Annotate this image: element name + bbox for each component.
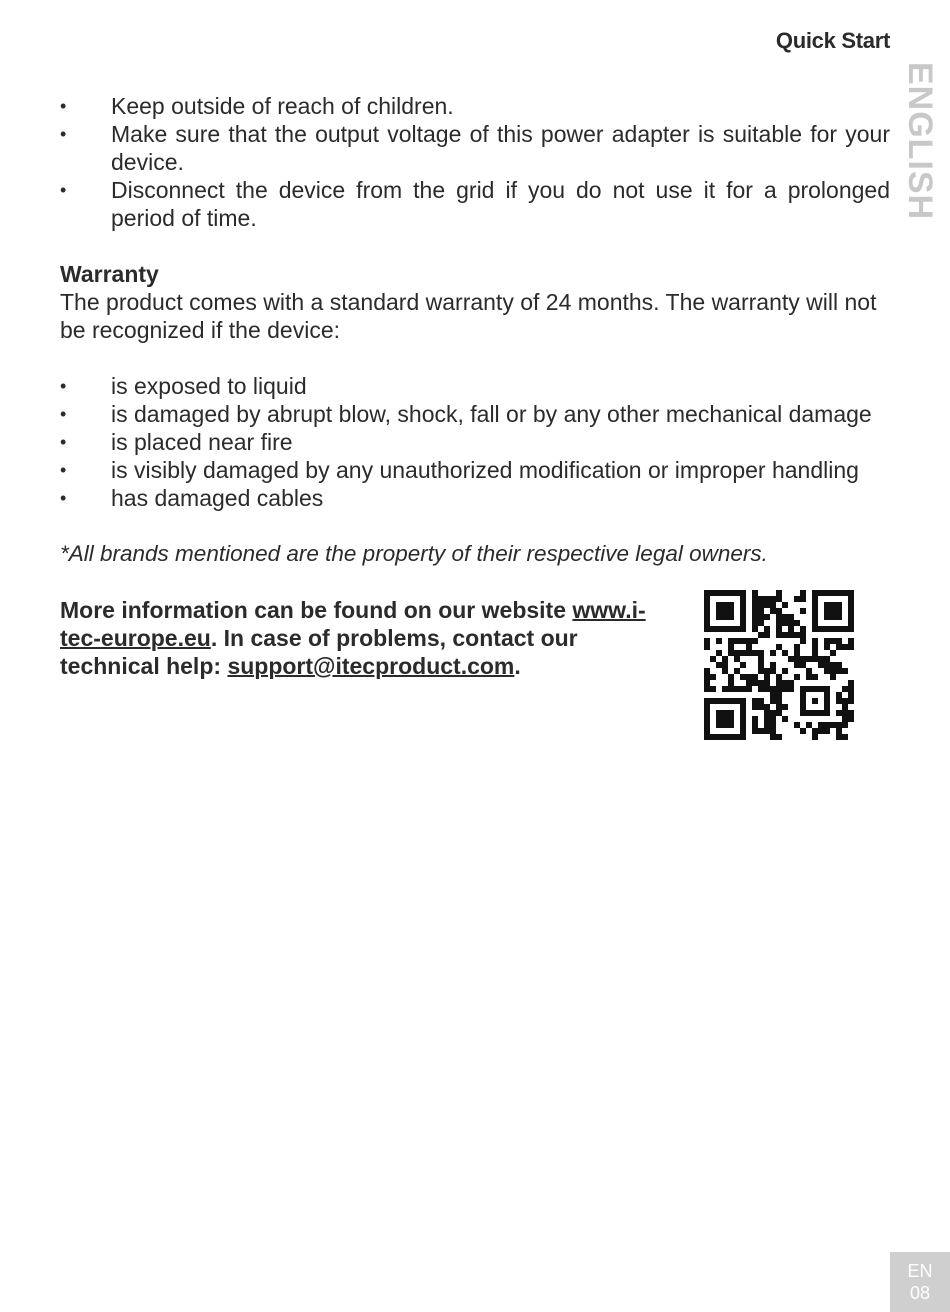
bullet-icon: •	[60, 488, 67, 508]
page-number-tab	[890, 1252, 950, 1312]
bullet-icon: •	[60, 96, 67, 116]
list-item: • is damaged by abrupt blow, shock, fall or by any other mechanical damage	[60, 401, 872, 427]
warranty-intro-text: The product comes with a standard warranty of 24 months. The warranty will not be recognized if the device:	[60, 289, 877, 343]
bullet-icon: •	[60, 432, 67, 452]
bullet-icon: •	[60, 376, 67, 396]
contact-info-section	[60, 596, 890, 756]
list-item: • Make sure that the output voltage of this power adapter is suitable for your device.	[60, 121, 890, 175]
list-item: • is visibly damaged by any unauthorized modification or improper handling	[60, 457, 859, 483]
page-tab-language: EN	[907, 1261, 933, 1281]
list-item: • Keep outside of reach of children.	[60, 93, 454, 119]
support-email-link[interactable]: support@itecproduct.com	[227, 653, 515, 679]
warranty-heading: Warranty	[60, 261, 159, 287]
bullet-icon: •	[60, 180, 67, 200]
list-item: • is exposed to liquid	[60, 373, 307, 399]
brands-note: *All brands mentioned are the property of their respective legal owners.	[60, 541, 768, 566]
bullet-icon: •	[60, 460, 67, 480]
contact-info-text: More information can be found on our website www.i-tec-europe.eu. In case of problems, contact our technical help: support@itecproduct.com.	[60, 597, 646, 679]
side-language-label	[902, 62, 938, 222]
bullet-icon: •	[60, 124, 67, 144]
qr-code-icon	[704, 590, 854, 740]
website-link[interactable]: www.i-tec-europe.eu	[60, 597, 646, 651]
page-header-title: Quick Start	[775, 28, 890, 53]
warranty-conditions-list	[60, 372, 890, 512]
list-item: • is placed near fire	[60, 429, 293, 455]
main-content	[60, 92, 890, 756]
bullet-icon: •	[60, 404, 67, 424]
page-tab-number: 08	[909, 1283, 931, 1303]
safety-bullet-list	[60, 92, 890, 232]
side-language-text: ENGLISH	[901, 62, 939, 221]
list-item: • Disconnect the device from the grid if you do not use it for a prolonged period of time.	[60, 177, 890, 231]
list-item: • has damaged cables	[60, 485, 324, 511]
